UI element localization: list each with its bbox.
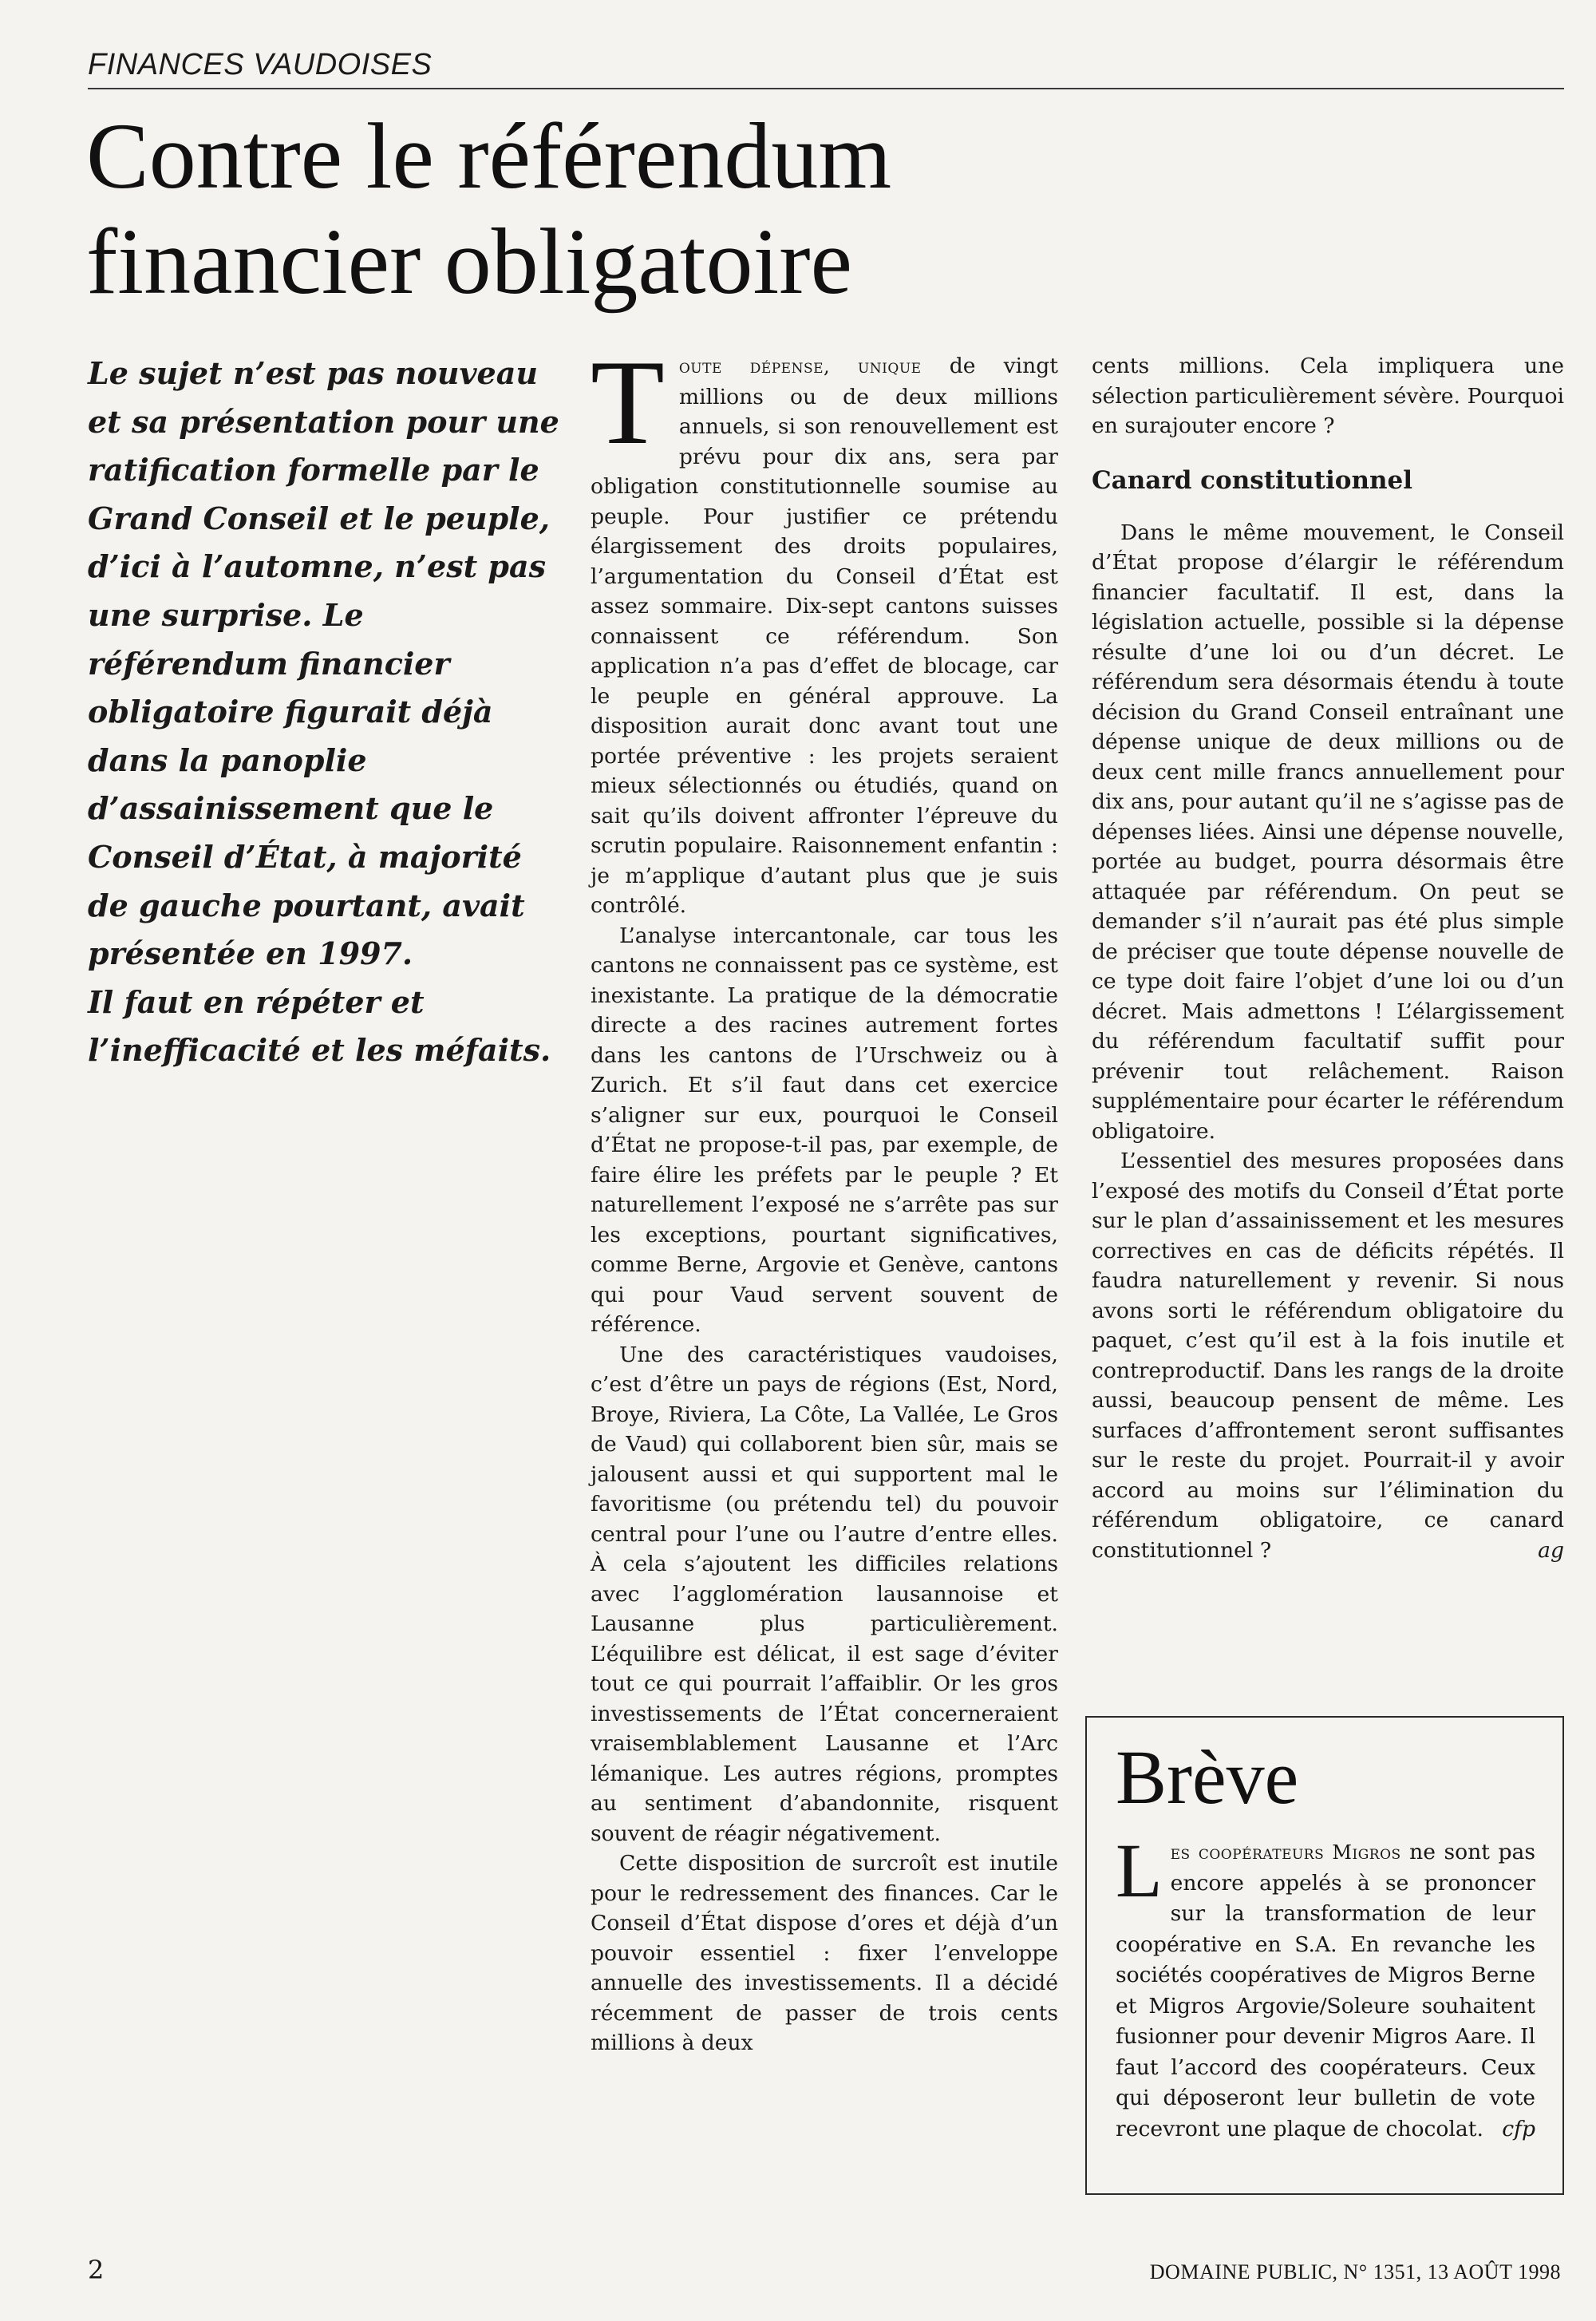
article-paragraph: Dans le même mouvement, le Conseil d’État propose d’élargir le référendum financier facultatif. Il est, dans la législation actuelle, possible si la dépense résulte d’une loi ou d’un décret. Le référendum sera désormais étendu à toute décision du Grand Conseil entraînant une dépense unique de deux millions ou de deux cent mille francs annuellement pour dix ans, pour autant qu’il ne s’agisse pas de dépenses liées. Ainsi une dépense nouvelle, portée au budget, pourra désormais être attaquée par référendum. On peut se demander s’il n’aurait pas été plus simple de préciser que toute dépense nouvelle de ce type doit faire l’objet d’une loi ou d’un décret. Mais admettons ! L’élargissement du référendum facultatif suffit pour prévenir tout relâchement. Raison supplémentaire pour écarter le référendum obligatoire. [1092, 520, 1564, 1144]
article-column-3 [1092, 351, 1564, 1565]
article-paragraph-text: L’essentiel des mesures proposées dans l’exposé des motifs du Conseil d’État porte sur le plan d’assainissement et les mesures correctives en cas de déficits répétés. Il faudra naturellement y revenir. Si nous avons sorti le référendum obligatoire du paquet, c’est qu’il est à la fois inutile et contreproductif. Dans les rangs de la droite aussi, beaucoup pensent de même. Les surfaces d’affrontement seront suffisantes sur le reste du projet. Pourrait-il y avoir accord au moins sur l’élimination du référendum obligatoire, ce canard constitutionnel ? [1092, 1149, 1564, 1563]
article-paragraph: Une des caractéristiques vaudoises, c’est d’être un pays de régions (Est, Nord, Broye, Riviera, La Côte, La Vallée, Le Gros de Vaud) qui collaborent bien sûr, mais se jalousent aussi et qui supportent mal le favoritisme (ou prétendu tel) du pouvoir central pour l’une ou l’autre d’entre elles. À cela s’ajoutent les difficiles relations avec l’agglomération lausannoise et Lausanne plus particulièrement. L’équilibre est délicat, il est sage d’éviter tout ce qui pourrait l’affaiblir. Or les gros investissements de l’État concerneraient vraisemblablement Lausanne et l’Arc lémanique. Les autres régions, promptes au sentiment d’abandonnite, risquent souvent de réagir négativement. [591, 1342, 1058, 1846]
author-signature: ag [1538, 1537, 1564, 1563]
breve-drop-cap: L [1116, 1828, 1163, 1913]
article-paragraph: L’analyse intercantonale, car tous les cantons ne connaissent pas ce système, est inexistante. La pratique de la démocratie directe a des racines autrement fortes dans les cantons de l’Urschweiz ou à Zurich. Et s’il faut dans cet exercice s’aligner sur eux, pourquoi le Conseil d’État ne propose-t-il pas, par exemple, de faire élire les préfets par le peuple ? Et naturellement l’exposé ne s’arrête pas sur les exceptions, pourtant significatives, comme Berne, Argovie et Genève, cantons qui pour Vaud servent souvent de référence. [591, 923, 1058, 1337]
article-first-paragraph [591, 335, 1058, 921]
publication-info: DOMAINE PUBLIC, N° 1351, 13 AOÛT 1998 [1149, 2260, 1561, 2283]
article-continuation: cents millions. Cela impliquera une sélection particulièrement sévère. Pourquoi en surajouter encore ? [1092, 354, 1564, 438]
opening-smallcaps: oute dépense, unique [678, 355, 922, 378]
headline-line-1: Contre le référendum [86, 104, 892, 208]
headline-line-2: financier obligatoire [86, 209, 852, 314]
page-number: 2 [88, 2255, 105, 2285]
breve-box [1085, 1716, 1564, 2195]
breve-text [1116, 1828, 1535, 2145]
article-paragraph: Cette disposition de surcroît est inutile pour le redressement des finances. Car le Conseil d’État dispose d’ores et déjà d’un pouvoir essentiel : fixer l’enveloppe annuelle des investissements. Il a décidé récemment de passer de trois cents millions à deux [591, 1851, 1058, 2055]
breve-smallcaps: es coopérateurs Migros [1170, 1841, 1401, 1864]
lead-paragraph: Il faut en répéter et l’inefficacité et les méfaits. [88, 983, 551, 1069]
article-subheading: Canard constitutionnel [1092, 465, 1413, 495]
drop-cap: T [591, 335, 665, 469]
section-header [88, 46, 1564, 89]
breve-title: Brève [1116, 1734, 1299, 1820]
article-paragraph [1092, 1146, 1564, 1565]
article-lead [88, 350, 567, 1075]
article-column-2 [591, 335, 1058, 2058]
opening-text: de vingt millions ou de deux millions annuels, si son renouvellement est prévu pour dix ans, sera par obligation constitutionnelle soumise au peuple. Pour justifier ce prétendu élargissement des droits populaires, l’argumentation du Conseil d’État est assez sommaire. Dix-sept cantons suisses connaissent ce référendum. Son application n’a pas d’effet de blocage, car le peuple en général approuve. La disposition aurait donc avant tout une portée préventive : les projets seraient mieux sélectionnés ou étudiés, quand on sait qu’ils doivent affronter l’épreuve du scrutin populaire. Raisonnement enfantin : je m’applique d’autant plus que je suis contrôlé. [591, 354, 1058, 918]
lead-paragraph: Le sujet n’est pas nouveau et sa présentation pour une ratification formelle par le Grand Conseil et le peuple, d’ici à l’automne, n’est pas une surprise. Le référendum financier obligatoire figurait déjà dans la panoplie d’assainissement que le Conseil d’État, à majorité de gauche pourtant, avait présentée en 1997. [88, 355, 559, 972]
article-headline [86, 104, 1203, 314]
breve-body-text: ne sont pas encore appelés à se prononcer sur la transformation de leur coopérative en S.A. En revanche les sociétés coopératives de Migros Berne et Migros Argovie/Soleure souhaitent fusionner pour devenir Migros Aare. Il faut l’accord des coopérateurs. Ceux qui déposeront leur bulletin de vote recevront une plaque de chocolat. [1116, 1840, 1535, 2141]
breve-signature: cfp [1502, 2116, 1535, 2141]
section-label: FINANCES VAUDOISES [88, 48, 433, 81]
